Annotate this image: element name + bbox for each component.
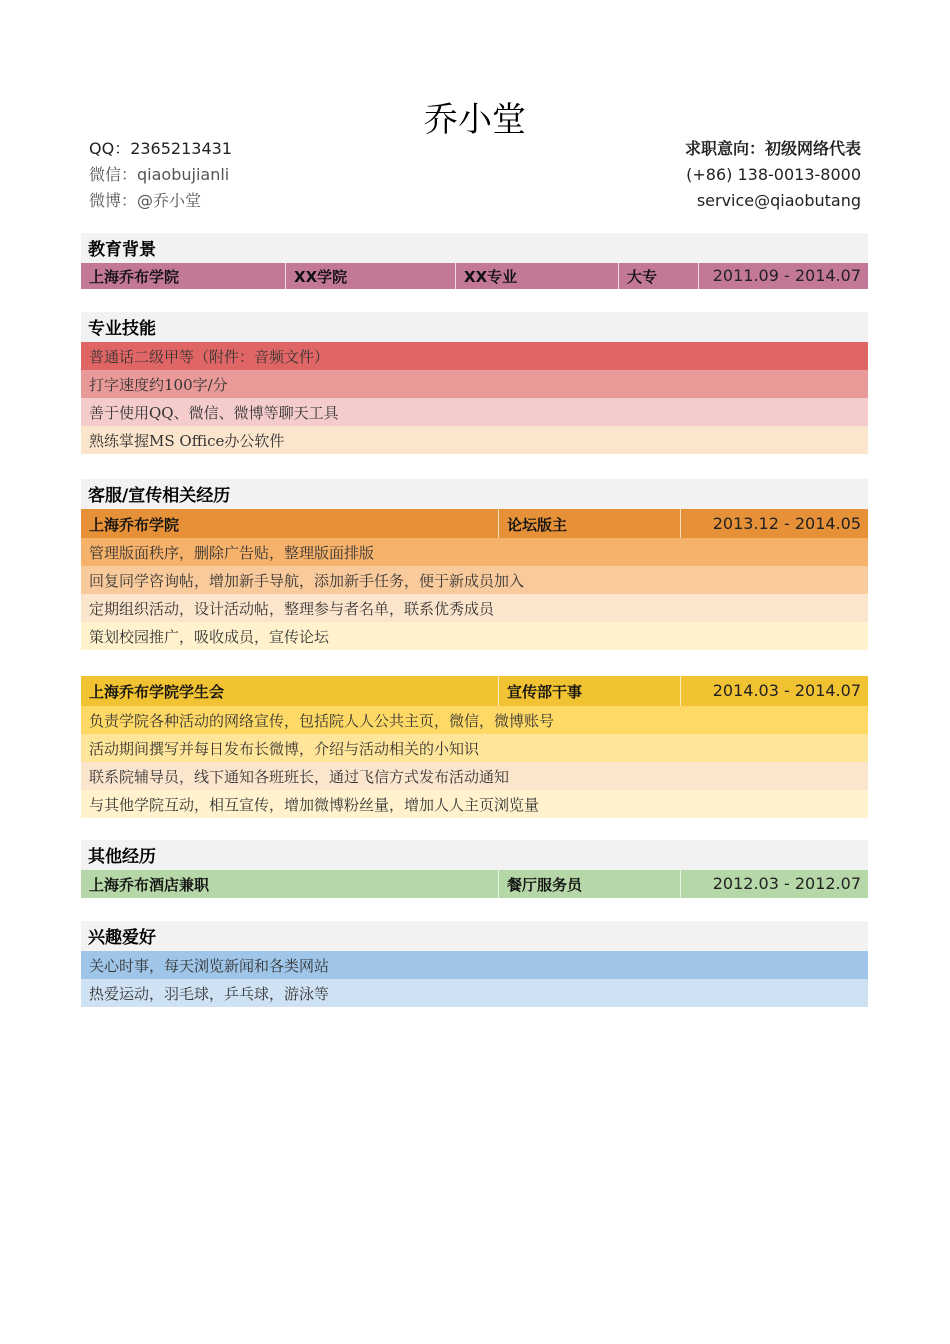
skills-section <box>81 312 868 454</box>
job-duty: 与其他学院互动，相互宣传，增加微博粉丝量，增加人人主页浏览量 <box>81 790 868 818</box>
education-section <box>81 233 868 289</box>
education-title: 教育背景 <box>81 233 868 263</box>
experience-job-2 <box>81 676 868 818</box>
other-org: 上海乔布酒店兼职 <box>89 876 210 894</box>
education-date: 2011.09 - 2014.07 <box>698 263 868 289</box>
job-duty: 回复同学咨询帖，增加新手导航，添加新手任务，便于新成员加入 <box>81 566 868 594</box>
education-row <box>81 263 868 289</box>
job-org: 上海乔布学院学生会 <box>89 683 225 701</box>
job-role: 论坛版主 <box>498 509 680 538</box>
hobbies-title: 兴趣爱好 <box>81 921 868 951</box>
job-duty: 管理版面秩序，删除广告贴，整理版面排版 <box>81 538 868 566</box>
hobbies-section <box>81 921 868 1007</box>
skills-title: 专业技能 <box>81 312 868 342</box>
wechat-id: 微信：qiaobujianli <box>89 165 230 184</box>
education-major: XX专业 <box>455 263 618 289</box>
other-role: 餐厅服务员 <box>498 870 680 898</box>
job-header <box>81 676 868 706</box>
job-org: 上海乔布学院 <box>89 516 180 534</box>
experience-section <box>81 479 868 650</box>
weibo-id: 微博：@乔小堂 <box>89 191 202 210</box>
phone-number: (+86) 138-0013-8000 <box>686 165 861 184</box>
job-header <box>81 509 868 538</box>
education-college: XX学院 <box>285 263 455 289</box>
job-duty: 定期组织活动，设计活动帖，整理参与者名单，联系优秀成员 <box>81 594 868 622</box>
hobby-item: 热爱运动，羽毛球，乒乓球，游泳等 <box>81 979 868 1007</box>
job-duty: 策划校园推广，吸收成员，宣传论坛 <box>81 622 868 650</box>
contact-left <box>89 136 232 214</box>
education-school: 上海乔布学院 <box>89 268 180 286</box>
job-role: 宣传部干事 <box>498 676 680 706</box>
education-degree: 大专 <box>618 263 698 289</box>
other-section <box>81 840 868 898</box>
skill-item: 打字速度约100字/分 <box>81 370 868 398</box>
resume-name: 乔小堂 <box>424 100 526 140</box>
job-duty: 联系院辅导员，线下通知各班班长，通过飞信方式发布活动通知 <box>81 762 868 790</box>
job-objective: 求职意向：初级网络代表 <box>684 139 861 158</box>
qq-number: QQ：2365213431 <box>89 139 232 158</box>
experience-title: 客服/宣传相关经历 <box>81 479 868 509</box>
job-date: 2014.03 - 2014.07 <box>680 676 868 706</box>
skill-item: 善于使用QQ、微信、微博等聊天工具 <box>81 398 868 426</box>
email-address: service@qiaobutang <box>696 191 861 210</box>
contact-right <box>685 136 861 214</box>
skill-item: 熟练掌握MS Office办公软件 <box>81 426 868 454</box>
job-date: 2013.12 - 2014.05 <box>680 509 868 538</box>
other-title: 其他经历 <box>81 840 868 870</box>
other-date: 2012.03 - 2012.07 <box>680 870 868 898</box>
skill-item: 普通话二级甲等（附件：音频文件） <box>81 342 868 370</box>
other-row <box>81 870 868 898</box>
hobby-item: 关心时事，每天浏览新闻和各类网站 <box>81 951 868 979</box>
job-duty: 负责学院各种活动的网络宣传，包括院人人公共主页，微信，微博账号 <box>81 706 868 734</box>
job-duty: 活动期间撰写并每日发布长微博，介绍与活动相关的小知识 <box>81 734 868 762</box>
